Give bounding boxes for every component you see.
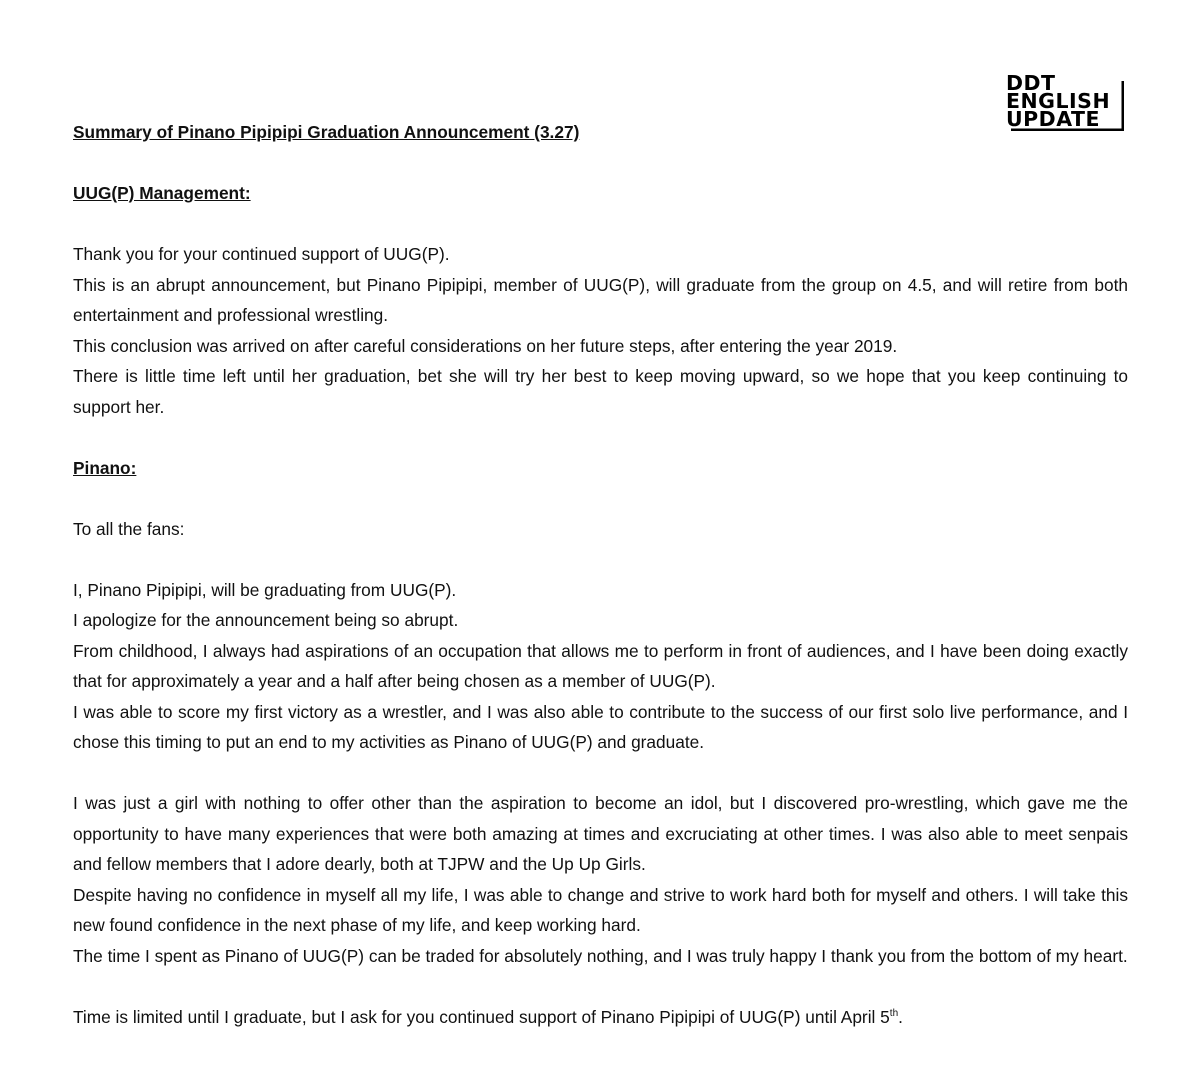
spacer: [73, 209, 1128, 240]
spacer: [73, 483, 1128, 514]
spacer: [73, 544, 1128, 575]
spacer: [73, 148, 1128, 179]
pinano-paragraph: I was able to score my first victory as a wrestler, and I was also able to contribute to the success of our first solo live performance, and I chose this timing to put an end to my activities as Pinano of UUG(P) and graduate.: [73, 701, 1128, 752]
announcement-document: [73, 117, 1128, 1032]
pinano-paragraph: I, Pinano Pipipipi, will be graduating from UUG(P).: [73, 579, 457, 600]
pinano-paragraph: I apologize for the announcement being so abrupt.: [73, 610, 459, 630]
pinano-paragraph: I was just a girl with nothing to offer other than the aspiration to become an idol, but I discovered pro-wrestling, which gave me the opportunity to have many experiences that were both amazing at times and excruciating at other times. I was also able to meet senpais and fellow members that I adore dearly, both at TJPW and the Up Up Girls.: [73, 793, 1128, 874]
management-heading: UUG(P) Management:: [73, 183, 251, 203]
pinano-closing: [73, 1002, 1128, 1033]
pinano-greeting: To all the fans:: [73, 518, 185, 539]
spacer: [73, 758, 1128, 789]
pinano-heading: Pinano:: [73, 457, 137, 478]
pinano-paragraph: The time I spent as Pinano of UUG(P) can be traded for absolutely nothing, and I was truly happy I thank you from the bottom of my heart.: [73, 945, 1128, 966]
logo-line-3: UPDATE: [1006, 107, 1100, 131]
closing-text: Time is limited until I graduate, but I ask for you continued support of Pinano Pipipipi of UUG(P) until April 5: [73, 1006, 890, 1027]
pinano-paragraph: From childhood, I always had aspirations of an occupation that allows me to perform in front of audiences, and I have been doing exactly that for approximately a year and a half after being chosen as a member of UUG(P).: [73, 640, 1128, 691]
closing-period: .: [898, 1006, 903, 1027]
logo-line-1: DDT: [1006, 73, 1056, 95]
document-title: [73, 117, 1128, 148]
management-paragraph: This is an abrupt announcement, but Pinano Pipipipi, member of UUG(P), will graduate from the group on 4.5, and will retire from both entertainment and professional wrestling.: [73, 274, 1128, 325]
management-paragraph: Thank you for your continued support of UUG(P).: [73, 244, 450, 264]
spacer: [73, 971, 1128, 1002]
spacer: [73, 422, 1128, 453]
management-paragraph: This conclusion was arrived on after careful considerations on her future steps, after entering the year 2019.: [73, 335, 898, 356]
logo-line-2: ENGLISH: [1006, 89, 1111, 113]
pinano-paragraph: Despite having no confidence in myself all my life, I was able to change and strive to work hard both for myself and others. I will take this new found confidence in the next phase of my life, and keep working hard.: [73, 884, 1128, 935]
closing-ordinal-suffix: th: [889, 1007, 899, 1019]
management-paragraph: There is little time left until her graduation, bet she will try her best to keep moving upward, so we hope that you keep continuing to support her.: [73, 366, 1128, 417]
document-title-text: Summary of Pinano Pipipipi Graduation Announcement (3.27): [73, 122, 580, 142]
